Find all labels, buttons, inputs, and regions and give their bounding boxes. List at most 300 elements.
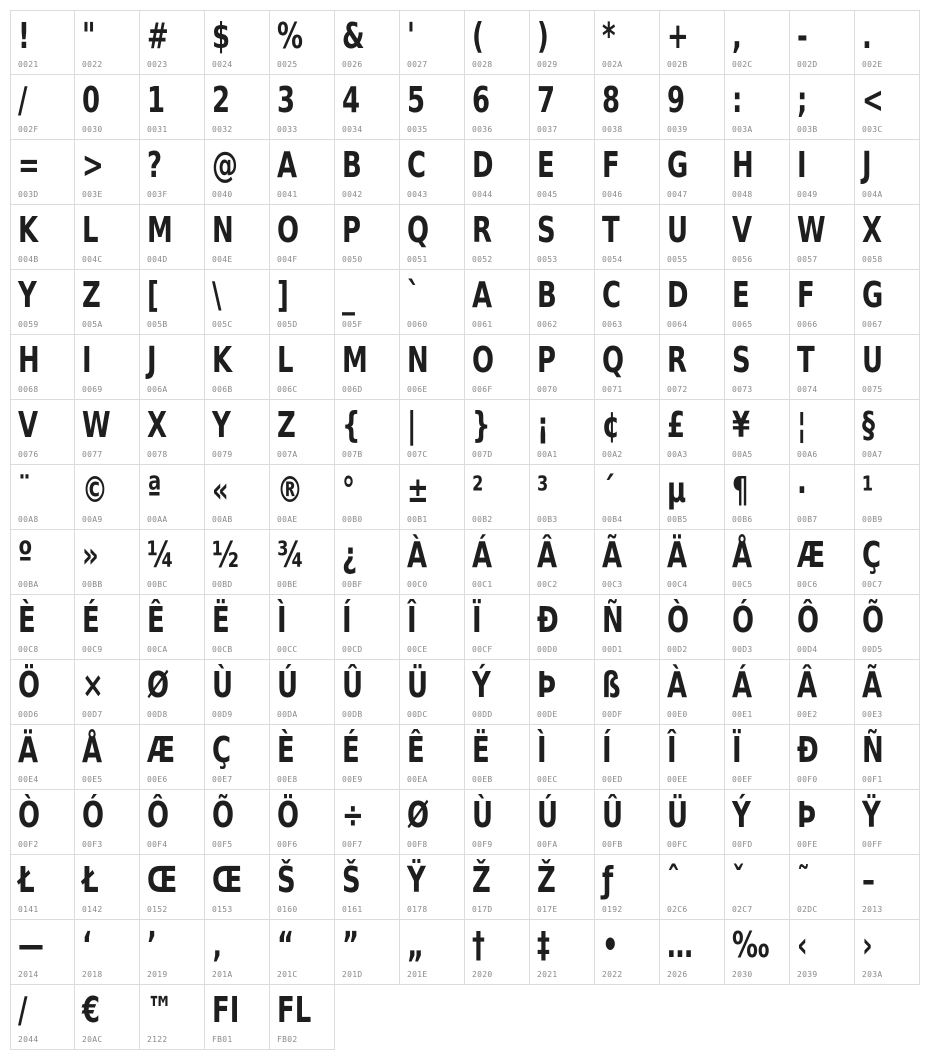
glyph-codepoint-label: 20AC xyxy=(82,1035,103,1044)
glyph-character: P xyxy=(342,210,362,251)
glyph-codepoint-label: 0048 xyxy=(732,190,753,199)
glyph-cell xyxy=(400,920,465,985)
glyph-cell xyxy=(335,855,400,920)
glyph-character: 7 xyxy=(537,80,556,121)
glyph-cell xyxy=(335,595,400,660)
glyph-character: Ø xyxy=(407,795,430,836)
glyph-codepoint-label: 00FE xyxy=(797,840,818,849)
glyph-character: + xyxy=(667,16,689,57)
glyph-cell xyxy=(465,465,530,530)
glyph-character: R xyxy=(472,210,492,251)
glyph-cell xyxy=(855,725,920,790)
glyph-cell xyxy=(10,595,75,660)
glyph-codepoint-label: 00D4 xyxy=(797,645,818,654)
glyph-character: Ó xyxy=(732,600,755,641)
glyph-character: › xyxy=(862,925,873,966)
glyph-character: M xyxy=(147,210,173,251)
glyph-codepoint-label: 00F9 xyxy=(472,840,493,849)
glyph-cell xyxy=(465,270,530,335)
glyph-character: M xyxy=(342,340,368,381)
glyph-character: © xyxy=(82,470,108,511)
glyph-cell xyxy=(530,725,595,790)
glyph-codepoint-label: 005B xyxy=(147,320,168,329)
glyph-codepoint-label: 2039 xyxy=(797,970,818,979)
glyph-codepoint-label: 00D3 xyxy=(732,645,753,654)
glyph-cell xyxy=(790,530,855,595)
glyph-codepoint-label: 00E1 xyxy=(732,710,753,719)
glyph-codepoint-label: 00F1 xyxy=(862,775,883,784)
glyph-codepoint-label: 0077 xyxy=(82,450,103,459)
glyph-cell xyxy=(660,465,725,530)
glyph-codepoint-label: 00DB xyxy=(342,710,363,719)
glyph-codepoint-label: 00BE xyxy=(277,580,298,589)
glyph-codepoint-label: 0043 xyxy=(407,190,428,199)
glyph-cell xyxy=(790,400,855,465)
glyph-cell xyxy=(140,75,205,140)
glyph-cell xyxy=(400,270,465,335)
glyph-codepoint-label: 006F xyxy=(472,385,493,394)
glyph-codepoint-label: 00F8 xyxy=(407,840,428,849)
glyph-character: Ç xyxy=(212,730,232,771)
glyph-codepoint-label: 2013 xyxy=(862,905,883,914)
glyph-character: Â xyxy=(797,665,818,706)
glyph-codepoint-label: 0033 xyxy=(277,125,298,134)
glyph-codepoint-label: 00E5 xyxy=(82,775,103,784)
glyph-cell xyxy=(855,920,920,985)
glyph-codepoint-label: 00CE xyxy=(407,645,428,654)
glyph-cell xyxy=(855,270,920,335)
glyph-character: " xyxy=(82,16,96,57)
glyph-cell xyxy=(270,855,335,920)
glyph-codepoint-label: 2018 xyxy=(82,970,103,979)
glyph-cell xyxy=(595,920,660,985)
glyph-cell xyxy=(465,205,530,270)
glyph-codepoint-label: 002A xyxy=(602,60,623,69)
glyph-character: { xyxy=(342,405,361,446)
glyph-cell xyxy=(595,205,660,270)
glyph-character: ´ xyxy=(602,470,615,511)
glyph-character: ’ xyxy=(147,925,157,966)
glyph-cell xyxy=(205,205,270,270)
glyph-codepoint-label: 00E3 xyxy=(862,710,883,719)
glyph-codepoint-label: 00F0 xyxy=(797,775,818,784)
glyph-cell xyxy=(205,985,270,1050)
glyph-codepoint-label: 0056 xyxy=(732,255,753,264)
glyph-cell xyxy=(660,790,725,855)
glyph-codepoint-label: 00A8 xyxy=(18,515,39,524)
glyph-cell xyxy=(10,530,75,595)
glyph-cell xyxy=(10,10,75,75)
glyph-codepoint-label: 0079 xyxy=(212,450,233,459)
glyph-codepoint-label: 00EE xyxy=(667,775,688,784)
glyph-character: 0 xyxy=(82,80,101,121)
glyph-cell xyxy=(660,205,725,270)
glyph-codepoint-label: 00D1 xyxy=(602,645,623,654)
glyph-cell xyxy=(400,400,465,465)
glyph-cell xyxy=(140,400,205,465)
glyph-codepoint-label: 0041 xyxy=(277,190,298,199)
glyph-cell xyxy=(660,855,725,920)
glyph-cell xyxy=(725,335,790,400)
glyph-codepoint-label: 00BB xyxy=(82,580,103,589)
glyph-cell xyxy=(595,270,660,335)
glyph-cell xyxy=(205,595,270,660)
glyph-codepoint-label: 00A3 xyxy=(667,450,688,459)
glyph-codepoint-label: 0160 xyxy=(277,905,298,914)
glyph-cell xyxy=(140,920,205,985)
glyph-cell xyxy=(595,400,660,465)
glyph-codepoint-label: 00E8 xyxy=(277,775,298,784)
glyph-codepoint-label: 004C xyxy=(82,255,103,264)
glyph-character: Ü xyxy=(407,665,429,706)
glyph-codepoint-label: 0032 xyxy=(212,125,233,134)
glyph-codepoint-label: 005D xyxy=(277,320,298,329)
glyph-codepoint-label: 201A xyxy=(212,970,233,979)
glyph-cell xyxy=(530,790,595,855)
glyph-character: P xyxy=(537,340,557,381)
glyph-codepoint-label: 00C2 xyxy=(537,580,558,589)
glyph-codepoint-label: 004D xyxy=(147,255,168,264)
glyph-cell xyxy=(270,465,335,530)
glyph-codepoint-label: 0060 xyxy=(407,320,428,329)
glyph-codepoint-label: 00EC xyxy=(537,775,558,784)
glyph-codepoint-label: 00A2 xyxy=(602,450,623,459)
glyph-codepoint-label: 0050 xyxy=(342,255,363,264)
glyph-cell xyxy=(10,335,75,400)
glyph-cell xyxy=(140,270,205,335)
glyph-cell xyxy=(270,140,335,205)
glyph-codepoint-label: 002F xyxy=(18,125,39,134)
glyph-character: E xyxy=(537,145,555,186)
glyph-character: Ł xyxy=(18,860,35,901)
glyph-character: Ł xyxy=(82,860,99,901)
glyph-codepoint-label: 004F xyxy=(277,255,298,264)
glyph-character: & xyxy=(342,16,365,57)
glyph-codepoint-label: 00B3 xyxy=(537,515,558,524)
glyph-cell xyxy=(75,10,140,75)
glyph-character: ' xyxy=(407,16,415,57)
glyph-character: Ù xyxy=(472,795,494,836)
glyph-cell xyxy=(660,595,725,660)
glyph-cell xyxy=(140,140,205,205)
glyph-codepoint-label: 00C0 xyxy=(407,580,428,589)
glyph-codepoint-label: 002C xyxy=(732,60,753,69)
glyph-character: : xyxy=(732,80,743,121)
glyph-character: I xyxy=(82,340,92,381)
glyph-cell xyxy=(660,10,725,75)
glyph-codepoint-label: 00EF xyxy=(732,775,753,784)
glyph-codepoint-label: 0178 xyxy=(407,905,428,914)
glyph-codepoint-label: 007C xyxy=(407,450,428,459)
glyph-cell xyxy=(465,335,530,400)
glyph-character: Î xyxy=(407,600,417,641)
glyph-codepoint-label: 00C1 xyxy=(472,580,493,589)
glyph-character: Ó xyxy=(82,795,105,836)
glyph-character: ‘ xyxy=(82,925,92,966)
glyph-codepoint-label: 00F7 xyxy=(342,840,363,849)
glyph-codepoint-label: 00DE xyxy=(537,710,558,719)
glyph-cell xyxy=(270,920,335,985)
glyph-cell xyxy=(335,335,400,400)
glyph-cell xyxy=(790,660,855,725)
glyph-character: Š xyxy=(277,860,296,901)
glyph-codepoint-label: 00E9 xyxy=(342,775,363,784)
glyph-codepoint-label: 00A5 xyxy=(732,450,753,459)
glyph-codepoint-label: 0074 xyxy=(797,385,818,394)
glyph-cell xyxy=(270,790,335,855)
glyph-character: Ÿ xyxy=(407,860,426,901)
glyph-cell xyxy=(270,270,335,335)
glyph-cell xyxy=(725,140,790,205)
glyph-cell xyxy=(10,660,75,725)
glyph-character: ® xyxy=(277,470,303,511)
glyph-cell xyxy=(855,595,920,660)
glyph-character: Y xyxy=(212,405,231,446)
glyph-cell xyxy=(790,790,855,855)
glyph-cell xyxy=(465,790,530,855)
glyph-codepoint-label: 02C7 xyxy=(732,905,753,914)
glyph-character: Œ xyxy=(212,860,243,901)
glyph-cell xyxy=(335,725,400,790)
glyph-character: K xyxy=(212,340,233,381)
glyph-character: FI xyxy=(212,990,240,1031)
glyph-character: # xyxy=(147,16,169,57)
glyph-cell xyxy=(530,270,595,335)
glyph-cell xyxy=(335,660,400,725)
glyph-cell xyxy=(75,790,140,855)
glyph-codepoint-label: 006E xyxy=(407,385,428,394)
glyph-codepoint-label: 007B xyxy=(342,450,363,459)
glyph-character: Ò xyxy=(18,795,41,836)
glyph-character: U xyxy=(862,340,884,381)
glyph-codepoint-label: 0063 xyxy=(602,320,623,329)
glyph-codepoint-label: 0037 xyxy=(537,125,558,134)
glyph-character: L xyxy=(277,340,294,381)
glyph-character: Ü xyxy=(667,795,689,836)
glyph-character: £ xyxy=(667,405,686,446)
glyph-character: À xyxy=(667,665,688,706)
glyph-character: Â xyxy=(537,535,558,576)
glyph-cell xyxy=(335,920,400,985)
glyph-codepoint-label: 006B xyxy=(212,385,233,394)
glyph-character: [ xyxy=(147,275,159,316)
glyph-cell xyxy=(530,660,595,725)
glyph-codepoint-label: 00E6 xyxy=(147,775,168,784)
glyph-cell xyxy=(140,205,205,270)
glyph-codepoint-label: 0038 xyxy=(602,125,623,134)
glyph-codepoint-label: 2030 xyxy=(732,970,753,979)
glyph-character: Å xyxy=(732,535,753,576)
glyph-character: Ž xyxy=(537,860,556,901)
glyph-character: R xyxy=(667,340,687,381)
glyph-codepoint-label: 0064 xyxy=(667,320,688,329)
glyph-cell xyxy=(205,530,270,595)
glyph-cell xyxy=(205,10,270,75)
glyph-codepoint-label: 0153 xyxy=(212,905,233,914)
glyph-cell xyxy=(400,75,465,140)
glyph-character: Î xyxy=(667,730,677,771)
glyph-cell xyxy=(10,140,75,205)
glyph-codepoint-label: 0047 xyxy=(667,190,688,199)
glyph-cell xyxy=(855,10,920,75)
glyph-cell xyxy=(465,530,530,595)
glyph-cell xyxy=(725,10,790,75)
glyph-codepoint-label: 00FB xyxy=(602,840,623,849)
glyph-codepoint-label: 00B5 xyxy=(667,515,688,524)
glyph-character: Ö xyxy=(18,665,41,706)
glyph-character: * xyxy=(602,16,616,57)
glyph-codepoint-label: 00B1 xyxy=(407,515,428,524)
glyph-cell xyxy=(270,205,335,270)
glyph-cell xyxy=(595,790,660,855)
glyph-codepoint-label: 201C xyxy=(277,970,298,979)
glyph-codepoint-label: 00CB xyxy=(212,645,233,654)
glyph-codepoint-label: 00F3 xyxy=(82,840,103,849)
glyph-codepoint-label: 00AA xyxy=(147,515,168,524)
glyph-character: ” xyxy=(342,925,360,966)
glyph-character: Q xyxy=(407,210,430,251)
glyph-codepoint-label: 0044 xyxy=(472,190,493,199)
glyph-cell xyxy=(660,660,725,725)
glyph-cell xyxy=(10,855,75,920)
glyph-codepoint-label: 00E4 xyxy=(18,775,39,784)
glyph-codepoint-label: 00AE xyxy=(277,515,298,524)
glyph-character: \ xyxy=(212,275,222,316)
glyph-cell xyxy=(855,335,920,400)
glyph-character: … xyxy=(667,925,693,966)
glyph-character: Æ xyxy=(797,535,826,576)
glyph-codepoint-label: 00B0 xyxy=(342,515,363,524)
glyph-cell xyxy=(530,465,595,530)
glyph-cell xyxy=(205,140,270,205)
glyph-codepoint-label: 00C6 xyxy=(797,580,818,589)
glyph-codepoint-label: 00F4 xyxy=(147,840,168,849)
glyph-codepoint-label: FB02 xyxy=(277,1035,298,1044)
glyph-cell xyxy=(725,855,790,920)
glyph-character: / xyxy=(18,990,28,1031)
glyph-codepoint-label: 2044 xyxy=(18,1035,39,1044)
glyph-character: ¢ xyxy=(602,405,621,446)
glyph-character: È xyxy=(18,600,36,641)
glyph-codepoint-label: 00B7 xyxy=(797,515,818,524)
glyph-character: Þ xyxy=(537,665,557,706)
glyph-codepoint-label: 00D9 xyxy=(212,710,233,719)
glyph-codepoint-label: 0054 xyxy=(602,255,623,264)
glyph-cell xyxy=(140,660,205,725)
glyph-character: Õ xyxy=(212,795,235,836)
glyph-codepoint-label: 0051 xyxy=(407,255,428,264)
glyph-character: W xyxy=(82,405,111,446)
glyph-codepoint-label: 003E xyxy=(82,190,103,199)
glyph-grid xyxy=(10,10,920,1050)
glyph-codepoint-label: 203A xyxy=(862,970,883,979)
glyph-codepoint-label: 007D xyxy=(472,450,493,459)
glyph-codepoint-label: 006C xyxy=(277,385,298,394)
glyph-cell xyxy=(595,855,660,920)
glyph-character: , xyxy=(732,16,742,57)
glyph-codepoint-label: 00FC xyxy=(667,840,688,849)
glyph-cell xyxy=(10,465,75,530)
glyph-character: Ä xyxy=(18,730,39,771)
glyph-character: Û xyxy=(602,795,624,836)
glyph-character: — xyxy=(18,925,44,966)
glyph-cell xyxy=(530,400,595,465)
glyph-cell xyxy=(595,725,660,790)
glyph-character: ° xyxy=(342,470,355,511)
glyph-codepoint-label: 00E0 xyxy=(667,710,688,719)
glyph-cell xyxy=(75,660,140,725)
glyph-cell xyxy=(465,920,530,985)
glyph-codepoint-label: 00AB xyxy=(212,515,233,524)
glyph-character: É xyxy=(342,730,360,771)
glyph-cell xyxy=(530,855,595,920)
glyph-codepoint-label: 2122 xyxy=(147,1035,168,1044)
glyph-cell xyxy=(140,725,205,790)
glyph-character: / xyxy=(18,80,28,121)
glyph-character: X xyxy=(862,210,882,251)
glyph-character: ¨ xyxy=(18,470,31,511)
glyph-character: ¡ xyxy=(537,405,549,446)
glyph-cell xyxy=(790,465,855,530)
glyph-codepoint-label: 0034 xyxy=(342,125,363,134)
glyph-codepoint-label: 00BC xyxy=(147,580,168,589)
glyph-cell xyxy=(75,400,140,465)
glyph-character: A xyxy=(277,145,298,186)
glyph-character: Ç xyxy=(862,535,882,576)
glyph-character: F xyxy=(602,145,620,186)
glyph-character: Ê xyxy=(147,600,165,641)
glyph-character: F xyxy=(797,275,815,316)
glyph-codepoint-label: 2021 xyxy=(537,970,558,979)
glyph-codepoint-label: 00ED xyxy=(602,775,623,784)
glyph-character: ƒ xyxy=(602,860,614,901)
glyph-character: ª xyxy=(147,470,162,511)
glyph-codepoint-label: 0031 xyxy=(147,125,168,134)
glyph-codepoint-label: 00BA xyxy=(18,580,39,589)
glyph-cell xyxy=(335,10,400,75)
glyph-codepoint-label: 00D8 xyxy=(147,710,168,719)
glyph-cell xyxy=(10,400,75,465)
glyph-character: ˜ xyxy=(797,860,810,901)
glyph-cell xyxy=(75,75,140,140)
glyph-cell xyxy=(465,725,530,790)
glyph-codepoint-label: 0036 xyxy=(472,125,493,134)
glyph-cell xyxy=(790,725,855,790)
glyph-codepoint-label: 004A xyxy=(862,190,883,199)
glyph-character: ² xyxy=(472,470,484,511)
glyph-cell xyxy=(140,335,205,400)
glyph-cell xyxy=(660,270,725,335)
glyph-codepoint-label: 00E7 xyxy=(212,775,233,784)
glyph-character: Z xyxy=(82,275,101,316)
glyph-character: B xyxy=(537,275,557,316)
glyph-cell xyxy=(270,595,335,660)
glyph-codepoint-label: 005A xyxy=(82,320,103,329)
glyph-character: º xyxy=(18,535,33,576)
glyph-cell xyxy=(855,400,920,465)
glyph-codepoint-label: 00DD xyxy=(472,710,493,719)
glyph-cell xyxy=(855,530,920,595)
glyph-cell xyxy=(790,595,855,660)
glyph-character: È xyxy=(277,730,295,771)
glyph-cell xyxy=(75,465,140,530)
glyph-cell xyxy=(595,10,660,75)
glyph-codepoint-label: 00BD xyxy=(212,580,233,589)
glyph-codepoint-label: 0070 xyxy=(537,385,558,394)
glyph-codepoint-label: 0028 xyxy=(472,60,493,69)
glyph-character: Á xyxy=(472,535,493,576)
glyph-cell xyxy=(660,400,725,465)
